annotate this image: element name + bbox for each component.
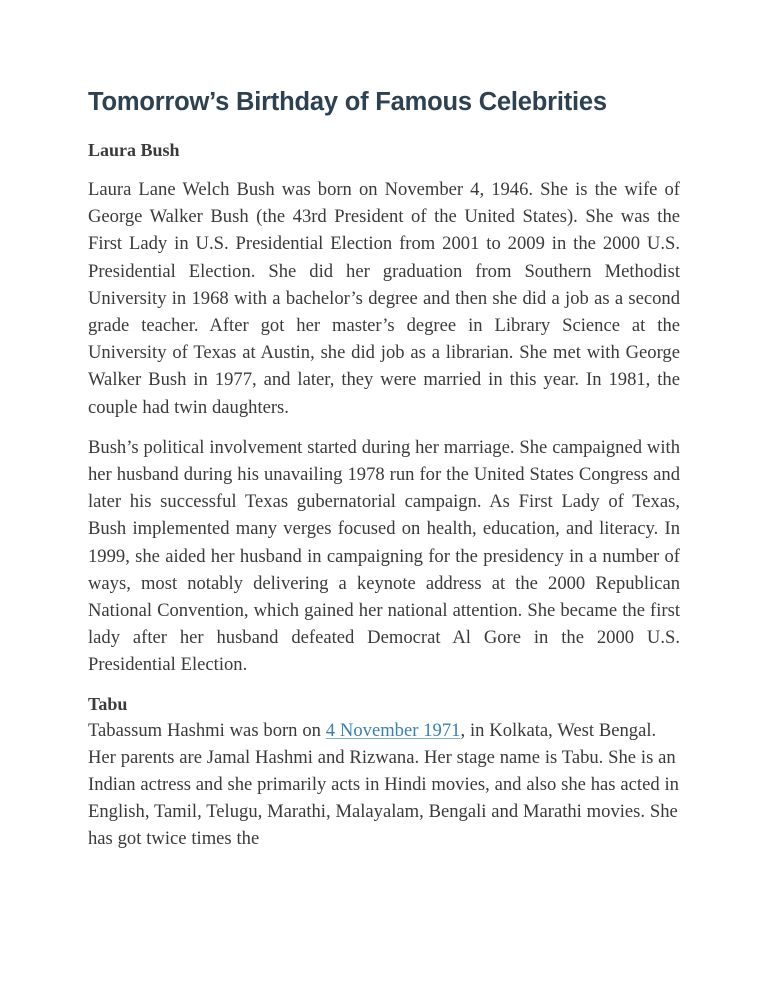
paragraph-tabu-text-after-link: , in Kolkata, West Bengal. Her parents are Jamal Hashmi and Rizwana. Her stage name is Tabu. She is an Indian actress and she primarily acts in Hindi movies, and also she has acted in English, Tamil, Telugu, Marathi, Malayalam, Bengali and Marathi movies. She has got twice times the — [88, 719, 679, 850]
birthdate-link[interactable]: 4 November 1971 — [325, 719, 461, 741]
paragraph-tabu-text-before-link: Tabassum Hashmi was born on — [88, 719, 326, 741]
paragraph-laura-bush-1: Laura Lane Welch Bush was born on November 4, 1946. She is the wife of George Walker Bush (the 43rd President of the United States). She was the First Lady in U.S. Presidential Election from 2001 to 2009 in the 2000 U.S. Presidential Election. She did her graduation from Southern Methodist University in 1968 with a bachelor’s degree and then she did a job as a second grade teacher. After got her master’s degree in Library Science at the University of Texas at Austin, she did job as a librarian. She met with George Walker Bush in 1977, and later, they were married in this year. In 1981, the couple had twin daughters. — [88, 179, 680, 418]
section-heading-tabu: Tabu — [88, 693, 128, 714]
paragraph-laura-bush-2: Bush’s political involvement started during her marriage. She campaigned with her husband during his unavailing 1978 run for the United States Congress and later his successful Texas gubernatorial campaign. As First Lady of Texas, Bush implemented many verges focused on health, education, and literacy. In 1999, she aided her husband in campaigning for the presidency in a number of ways, most notably delivering a keynote address at the 2000 Republican National Convention, which gained her national attention. She became the first lady after her husband defeated Democrat Al Gore in the 2000 U.S. Presidential Election. — [88, 436, 680, 676]
section-heading-laura-bush: Laura Bush — [88, 140, 180, 160]
page-title: Tomorrow’s Birthday of Famous Celebrities — [88, 88, 607, 116]
paragraph-tabu — [88, 717, 680, 853]
